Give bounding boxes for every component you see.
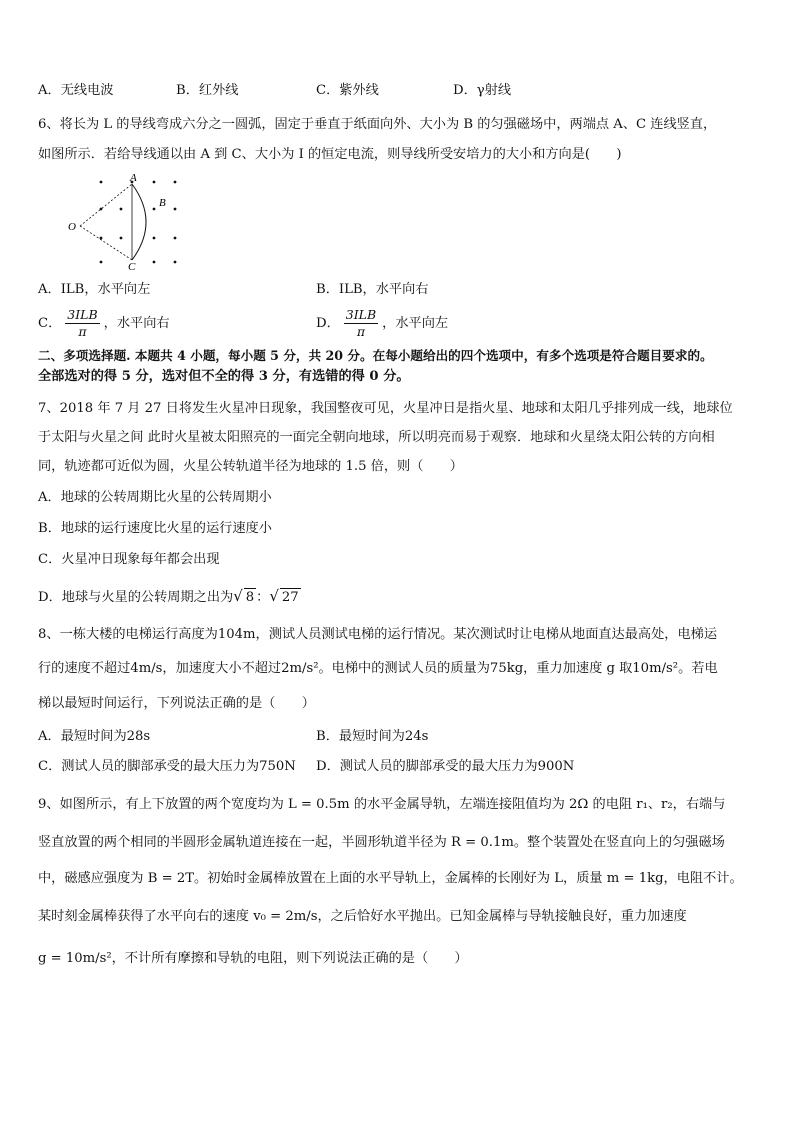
q5-option-d: D．γ射线 (453, 83, 512, 98)
q6-option-d-prefix: D． (316, 316, 340, 331)
q6-option-d (316, 306, 448, 342)
q8-option-a: A．最短时间为28s (38, 729, 151, 744)
q8-option-b: B．最短时间为24s (316, 729, 429, 744)
label-A: A (130, 172, 137, 184)
q6-option-b: B．ILB，水平向右 (316, 282, 429, 297)
q7-option-b: B．地球的运行速度比火星的运行速度小 (38, 521, 272, 536)
q7-option-d-separator: ： (256, 590, 270, 605)
q7-option-a: A．地球的公转周期比火星的公转周期小 (38, 490, 272, 505)
q6-option-c (38, 306, 170, 342)
q7-option-d-prefix: D．地球与火星的公转周期之出为 (38, 590, 234, 605)
q9-stem-line5: g = 10m/s²，不计所有摩擦和导轨的电阻，则下列说法正确的是（ ） (38, 951, 468, 966)
q9-stem-line1: 9、如图所示，有上下放置的两个宽度均为 L = 0.5m 的水平金属导轨，左端连接阻值均为 2Ω 的电阻 r₁、r₂，右端与 (38, 797, 726, 812)
q6-option-d-denominator: π (356, 324, 366, 339)
wire-arc (132, 184, 146, 260)
q5-option-a: A．无线电波 (38, 83, 114, 98)
q9-stem-line4: 某时刻金属棒获得了水平向右的速度 v₀ = 2m/s，之后恰好水平抛出。已知金属棒与导轨接触良好，重力加速度 (38, 909, 687, 924)
radius-OA-dashed (80, 184, 132, 226)
q7-option-d (38, 587, 301, 607)
q6-option-c-fraction (65, 307, 99, 340)
q7-option-c: C．火星冲日现象每年都会出现 (38, 552, 220, 567)
radius-OC-dashed (80, 226, 132, 260)
q7-stem-line1: 7、2018 年 7 月 27 日将发生火星冲日现象，我国整夜可见，火星冲日是指火星、地球和太阳几乎排列成一线，地球位 (38, 401, 733, 416)
q6-stem-line2: 如图所示．若给导线通以由 A 到 C、大小为 I 的恒定电流，则导线所受安培力的大小和方向是( ) (38, 147, 622, 162)
q5-option-b: B．红外线 (176, 83, 239, 98)
q8-stem-line1: 8、一栋大楼的电梯运行高度为104m，测试人员测试电梯的运行情况。某次测试时让电梯从地面直达最高处，电梯运 (38, 627, 718, 642)
q8-option-d: D．测试人员的脚部承受的最大压力为900N (316, 759, 575, 774)
q9-stem-line3: 中，磁感应强度为 B = 2T。初始时金属棒放置在上面的水平导轨上，金属棒的长刚好为 L，质量 m = 1kg，电阻不计。 (38, 871, 743, 886)
q7-option-d-radicand1: 8 (245, 590, 255, 605)
q9-stem-line2: 竖直放置的两个相同的半圆形金属轨道连接在一起，半圆形轨道半径为 R = 0.1m。整个装置处在竖直向上的匀强磁场 (38, 835, 725, 850)
q6-stem-line1: 6、将长为 L 的导线弯成六分之一圆弧，固定于垂直于纸面向外、大小为 B 的匀强磁场中，两端点 A、C 连线竖直， (38, 117, 717, 132)
q8-option-c: C．测试人员的脚部承受的最大压力为750N (38, 759, 296, 774)
q6-option-c-prefix: C． (38, 316, 62, 331)
q6-option-d-fraction (344, 307, 378, 340)
label-B: B (159, 197, 166, 209)
section2-heading-line1: 二、多项选择题. 本题共 4 小题，每小题 5 分，共 20 分。在每小题给出的四个选项中，有多个选项是符合题目要求的。 (38, 348, 713, 363)
section2-heading-line2: 全部选对的得 5 分，选对但不全的得 3 分，有选错的得 0 分。 (38, 369, 410, 384)
q6-arc-figure (68, 172, 188, 272)
q6-option-c-suffix: ，水平向右 (103, 316, 170, 331)
q6-option-d-suffix: ，水平向左 (382, 316, 449, 331)
q8-stem-line2: 行的速度不超过4m/s，加速度大小不超过2m/s²。电梯中的测试人员的质量为75kg，重力加速度 g 取10m/s²。若电 (38, 661, 718, 676)
q5-option-c: C．紫外线 (316, 83, 379, 98)
label-O: O (68, 221, 76, 233)
q6-option-d-numerator: 3ILB (345, 307, 377, 322)
q7-stem-line2: 于太阳与火星之间 此时火星被太阳照亮的一面完全朝向地球，所以明亮而易于观察．地球和火星绕太阳公转的方向相 (38, 430, 715, 445)
q7-stem-line3: 同，轨迹都可近似为圆，火星公转轨道半径为地球的 1.5 倍，则（ ） (38, 459, 463, 474)
q6-option-c-denominator: π (78, 324, 87, 339)
q8-stem-line3: 梯以最短时间运行，下列说法正确的是（ ） (38, 696, 315, 711)
label-C: C (128, 261, 136, 272)
q6-option-c-numerator: 3ILB (67, 307, 98, 322)
q6-option-a: A．ILB，水平向左 (38, 282, 151, 297)
sqrt-symbol: √ (233, 587, 243, 605)
q7-option-d-radicand2: 27 (281, 590, 299, 605)
sqrt-symbol: √ (269, 587, 279, 605)
